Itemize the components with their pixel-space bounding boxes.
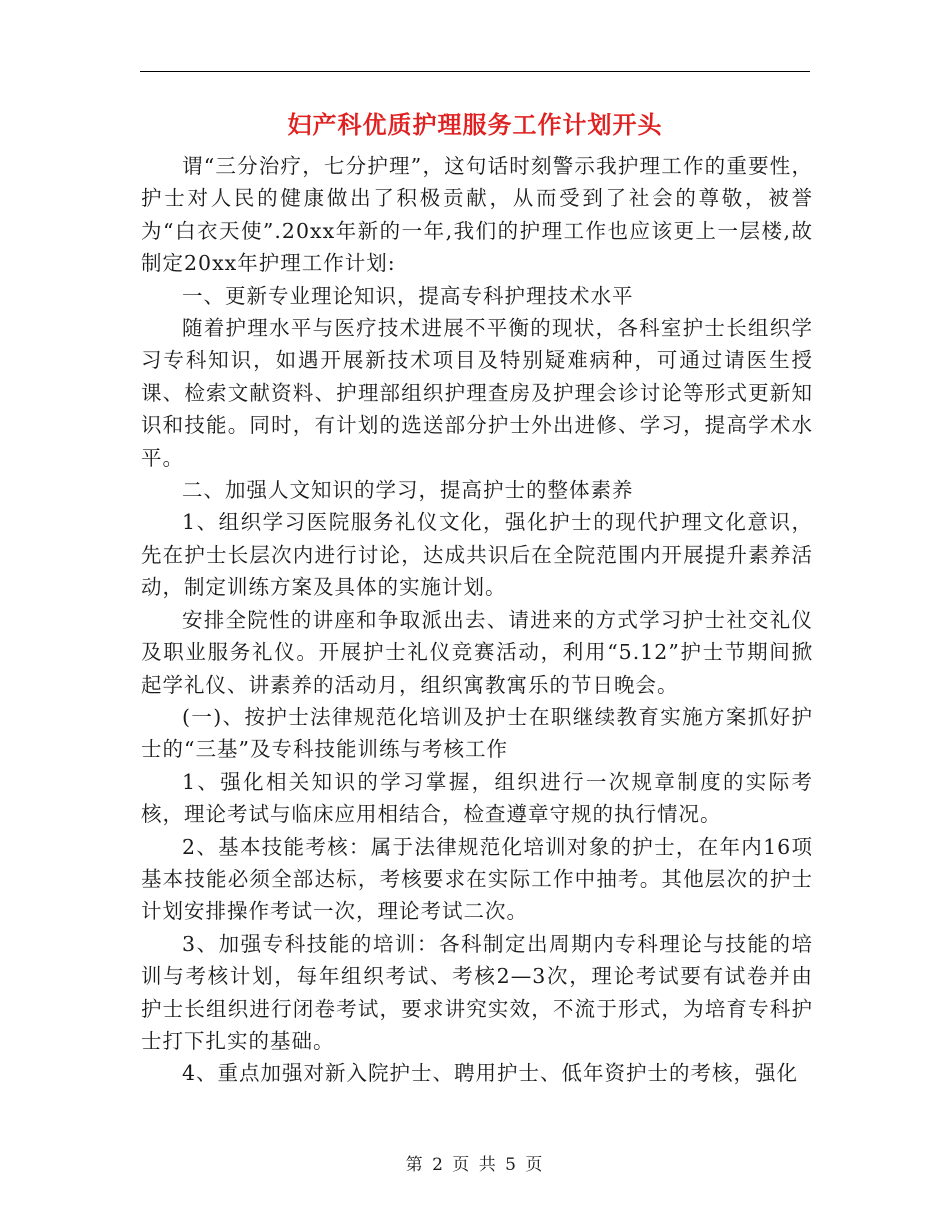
paragraph: 随着护理水平与医疗技术进展不平衡的现状，各科室护士长组织学习专科知识，如遇开展新技术项目及特别疑难病种，可通过请医生授课、检索文献资料、护理部组织护理查房及护理会诊讨论等形式更新知识和技能。同时，有计划的选送部分护士外出进修、学习，提高学术水平。 (141, 316, 813, 470)
document-body (141, 150, 813, 1090)
paragraph-intro: 谓“三分治疗，七分护理”，这句话时刻警示我护理工作的重要性，护士对人民的健康做出了积极贡献，从而受到了社会的尊敬，被誉为“白衣天使”.20xx年新的一年,我们的护理工作也应该更上一层楼,故制定20xx年护理工作计划: (141, 154, 813, 276)
paragraph: 安排全院性的讲座和争取派出去、请进来的方式学习护士社交礼仪及职业服务礼仪。开展护士礼仪竞赛活动，利用“5.12”护士节期间掀起学礼仪、讲素养的活动月，组织寓教寓乐的节日晚会。 (141, 607, 813, 697)
paragraph: 4、重点加强对新入院护士、聘用护士、低年资护士的考核，强化 (182, 1061, 799, 1086)
header-rule (140, 71, 810, 72)
paragraph: 1、组织学习医院服务礼仪文化，强化护士的现代护理文化意识，先在护士长层次内进行讨论，达成共识后在全院范围内开展提升素养活动，制定训练方案及具体的实施计划。 (141, 510, 813, 600)
paragraph: 1、强化相关知识的学习掌握，组织进行一次规章制度的实际考核，理论考试与临床应用相结合，检查遵章守规的执行情况。 (141, 769, 813, 827)
paragraph: 2、基本技能考核：属于法律规范化培训对象的护士，在年内16项基本技能必须全部达标，考核要求在实际工作中抽考。其他层次的护士计划安排操作考试一次，理论考试二次。 (141, 834, 813, 924)
section-heading-2: 二、加强人文知识的学习，提高护士的整体素养 (182, 478, 634, 503)
section-heading-1: 一、更新专业理论知识，提高专科护理技术水平 (182, 283, 634, 308)
document-title: 妇产科优质护理服务工作计划开头 (287, 111, 663, 139)
subsection-heading: (一)、按护士法律规范化培训及护士在职继续教育实施方案抓好护士的“三基”及专科技能训练与考核工作 (141, 704, 813, 762)
paragraph: 3、加强专科技能的培训：各科制定出周期内专科理论与技能的培训与考核计划，每年组织考试、考核2—3次，理论考试要有试卷并由护士长组织进行闭卷考试，要求讲究实效，不流于形式，为培育专科护士打下扎实的基础。 (141, 931, 813, 1053)
page-number: 第 2 页 共 5 页 (405, 1155, 545, 1175)
